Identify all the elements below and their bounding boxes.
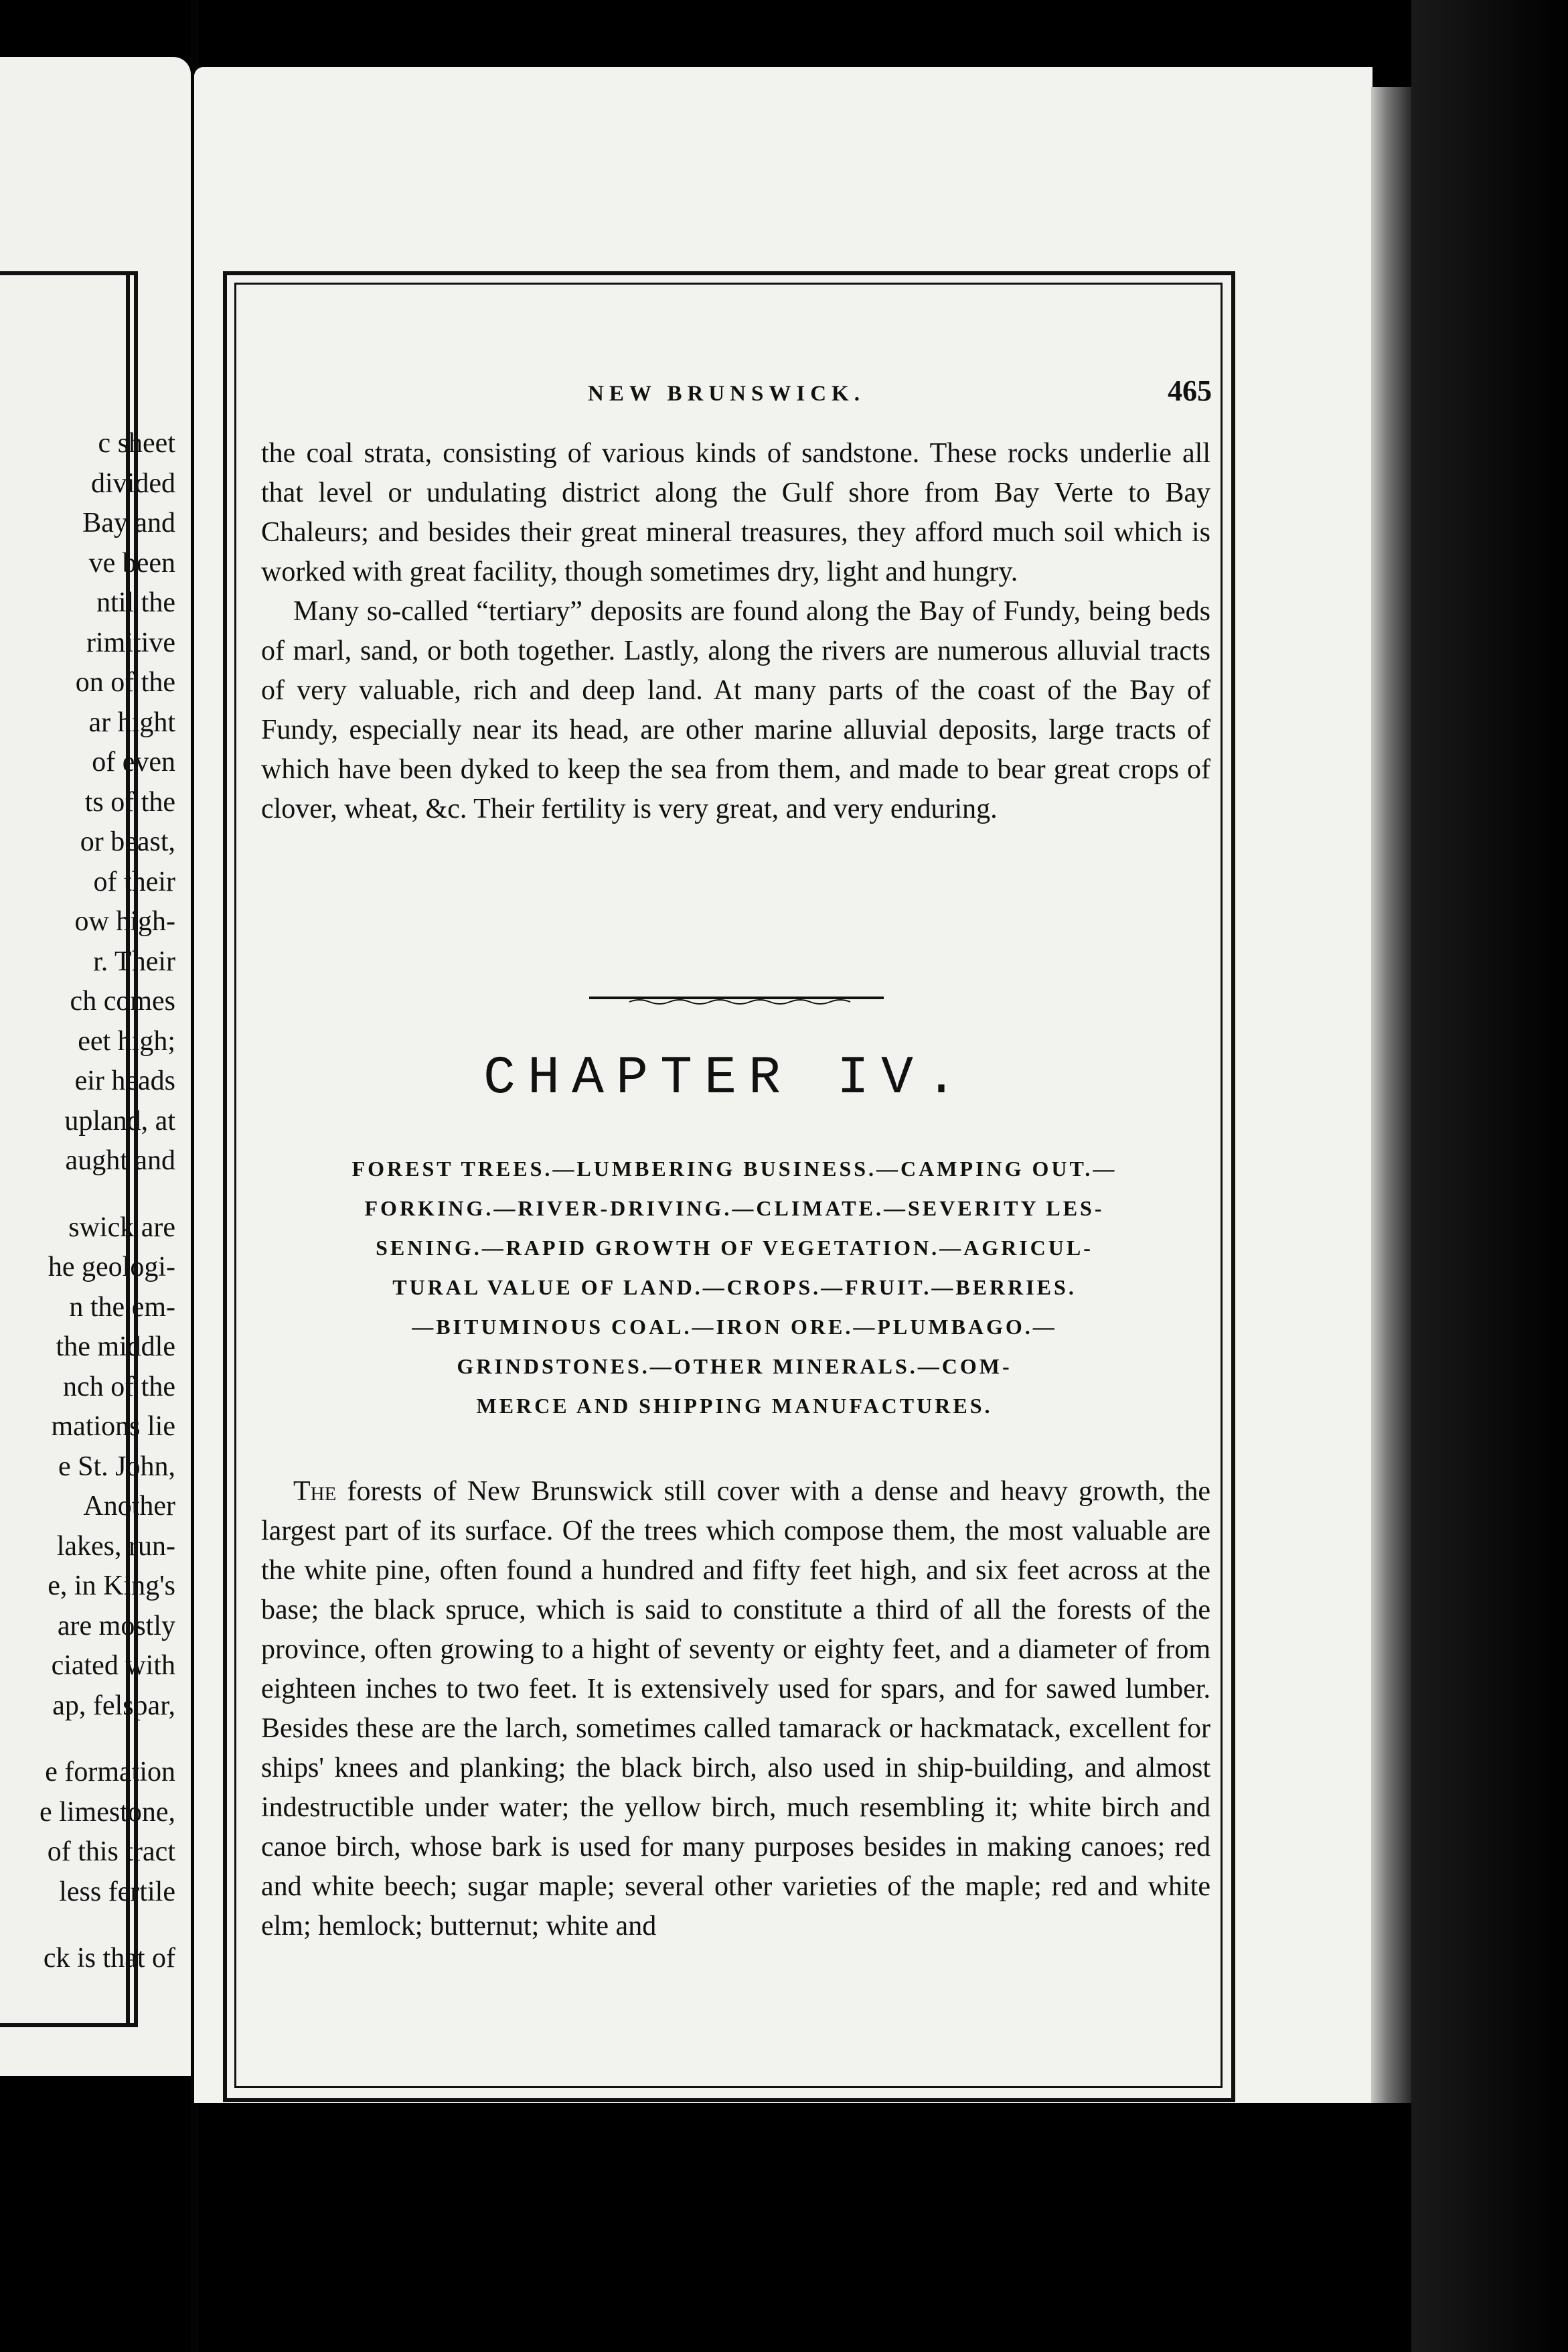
previous-page-line: e St. John, (58, 1451, 175, 1482)
previous-page-line: the middle (56, 1331, 175, 1362)
line-gap (0, 1726, 175, 1753)
previous-page-line: ciated with (51, 1650, 175, 1681)
previous-page-line: Bay and (82, 508, 175, 538)
current-page (194, 67, 1373, 2103)
previous-page-line: less fertile (59, 1876, 175, 1907)
previous-page-line: ch comes (70, 986, 175, 1017)
paragraph-forests (261, 1472, 1210, 1946)
synopsis-line: TURAL VALUE OF LAND.—CROPS.—FRUIT.—BERRIES. (392, 1275, 1077, 1299)
previous-page-line: eet high; (78, 1025, 175, 1057)
previous-page-line: r. Their (93, 946, 175, 977)
top-text-block (261, 434, 1210, 829)
previous-page-line: eir heads (74, 1065, 175, 1096)
synopsis-line: FORKING.—RIVER-DRIVING.—CLIMATE.—SEVERITY LES- (364, 1196, 1105, 1220)
previous-page-text (0, 424, 175, 1979)
previous-page-line: ar hight (88, 707, 175, 738)
previous-page-line: lakes, run- (56, 1530, 175, 1562)
book-binding (1411, 0, 1568, 2352)
previous-page (0, 57, 191, 2076)
line-gap (0, 1912, 175, 1939)
previous-page-line: ck is that of (43, 1943, 175, 1974)
previous-page-line: rimitive (86, 627, 175, 658)
paragraph-forests-text: forests of New Brunswick still cover with a dense and heavy growth, the largest part of its surface. Of the trees which compose them, the most valuable are the white pine, often found a hundred and fifty feet high, and six feet across at the base; the black spruce, which is said to constitute a third of all the forests of the province, often growing to a hight of seventy or eighty feet, and a diameter of from eighteen inches to two feet. It is extensively used for spars, and for sawed lumber. Besides these are the larch, sometimes called tamarack or hackmatack, excellent for ships' knees and planking; the black birch, also used in ship-building, and almost indestructible under water; the yellow birch, much resembling it; white birch and canoe birch, whose bark is used for many purposes besides in making canoes; red and white beech; sugar maple; several other varieties of the maple; red and white elm; hemlock; butternut; white and (261, 1476, 1210, 1941)
bottom-text-block (261, 1472, 1210, 1946)
paragraph-coal-strata: the coal strata, consisting of various kinds of sandstone. These rocks underlie all that level or undulating district along the Gulf shore from Bay Verte to Bay Chaleurs; and besides their great mineral treasures, they afford much soil which is worked with great facility, though sometimes dry, light and hungry. (261, 438, 1210, 587)
previous-page-line: c sheet (98, 428, 175, 459)
previous-page-line: he geologi- (48, 1252, 175, 1282)
previous-page-line: or beast, (80, 826, 175, 857)
previous-page-line: divided (91, 467, 175, 499)
line-gap (0, 1181, 175, 1208)
previous-page-line: ts of the (84, 786, 175, 818)
previous-page-line: upland, at (64, 1105, 175, 1136)
synopsis-line: MERCE AND SHIPPING MANUFACTURES. (476, 1394, 993, 1418)
previous-page-line: e, in King's (48, 1570, 175, 1601)
paragraph-tertiary-deposits: Many so-called “tertiary” deposits are found along the Bay of Fundy, being beds of marl, sand, or both together. Lastly, along the rivers are numerous alluvial tracts of very valuable, rich and deep land. At many parts of the coast of the Bay of Fundy, especially near its head, are other marine alluvial deposits, large tracts of which have been dyked to keep the sea from them, and made to bear great crops of clover, wheat, &c. Their fertility is very great, and very enduring. (261, 596, 1210, 824)
previous-page-line: n the em- (69, 1291, 175, 1323)
page-edge-shadow (1371, 87, 1411, 2103)
previous-page-line: ow high- (74, 906, 175, 937)
chapter-synopsis (256, 1149, 1213, 1426)
synopsis-line: FOREST TREES.—LUMBERING BUSINESS.—CAMPING OUT.— (351, 1157, 1117, 1181)
page-number: 465 (1168, 374, 1212, 407)
previous-page-line: e formation (45, 1757, 175, 1787)
previous-page-line: of even (92, 747, 175, 778)
previous-page-line: ntil the (96, 587, 175, 618)
synopsis-line: —BITUMINOUS COAL.—IRON ORE.—PLUMBAGO.— (412, 1315, 1057, 1339)
previous-page-line: mations lie (51, 1411, 175, 1442)
previous-page-line: Another (83, 1491, 175, 1522)
previous-page-line: e limestone, (40, 1796, 175, 1828)
previous-page-line: of this tract (47, 1836, 175, 1867)
running-head: NEW BRUNSWICK. (588, 382, 865, 406)
previous-page-line: nch of the (63, 1371, 175, 1402)
previous-page-line: ap, felspar, (52, 1690, 175, 1721)
synopsis-line: GRINDSTONES.—OTHER MINERALS.—COM- (457, 1354, 1012, 1378)
previous-page-line: are mostly (57, 1610, 175, 1641)
previous-page-line: aught and (65, 1145, 175, 1176)
paragraph-lead-word: The (293, 1476, 337, 1507)
previous-page-line: of their (93, 866, 175, 897)
previous-page-line: swick are (68, 1211, 175, 1243)
previous-page-line: ve been (88, 547, 175, 579)
chapter-title: CHAPTER IV. (483, 1048, 970, 1109)
ornamental-rule (589, 991, 884, 1007)
previous-page-line: on of the (75, 667, 175, 698)
synopsis-line: SENING.—RAPID GROWTH OF VEGETATION.—AGRICUL- (376, 1236, 1093, 1260)
